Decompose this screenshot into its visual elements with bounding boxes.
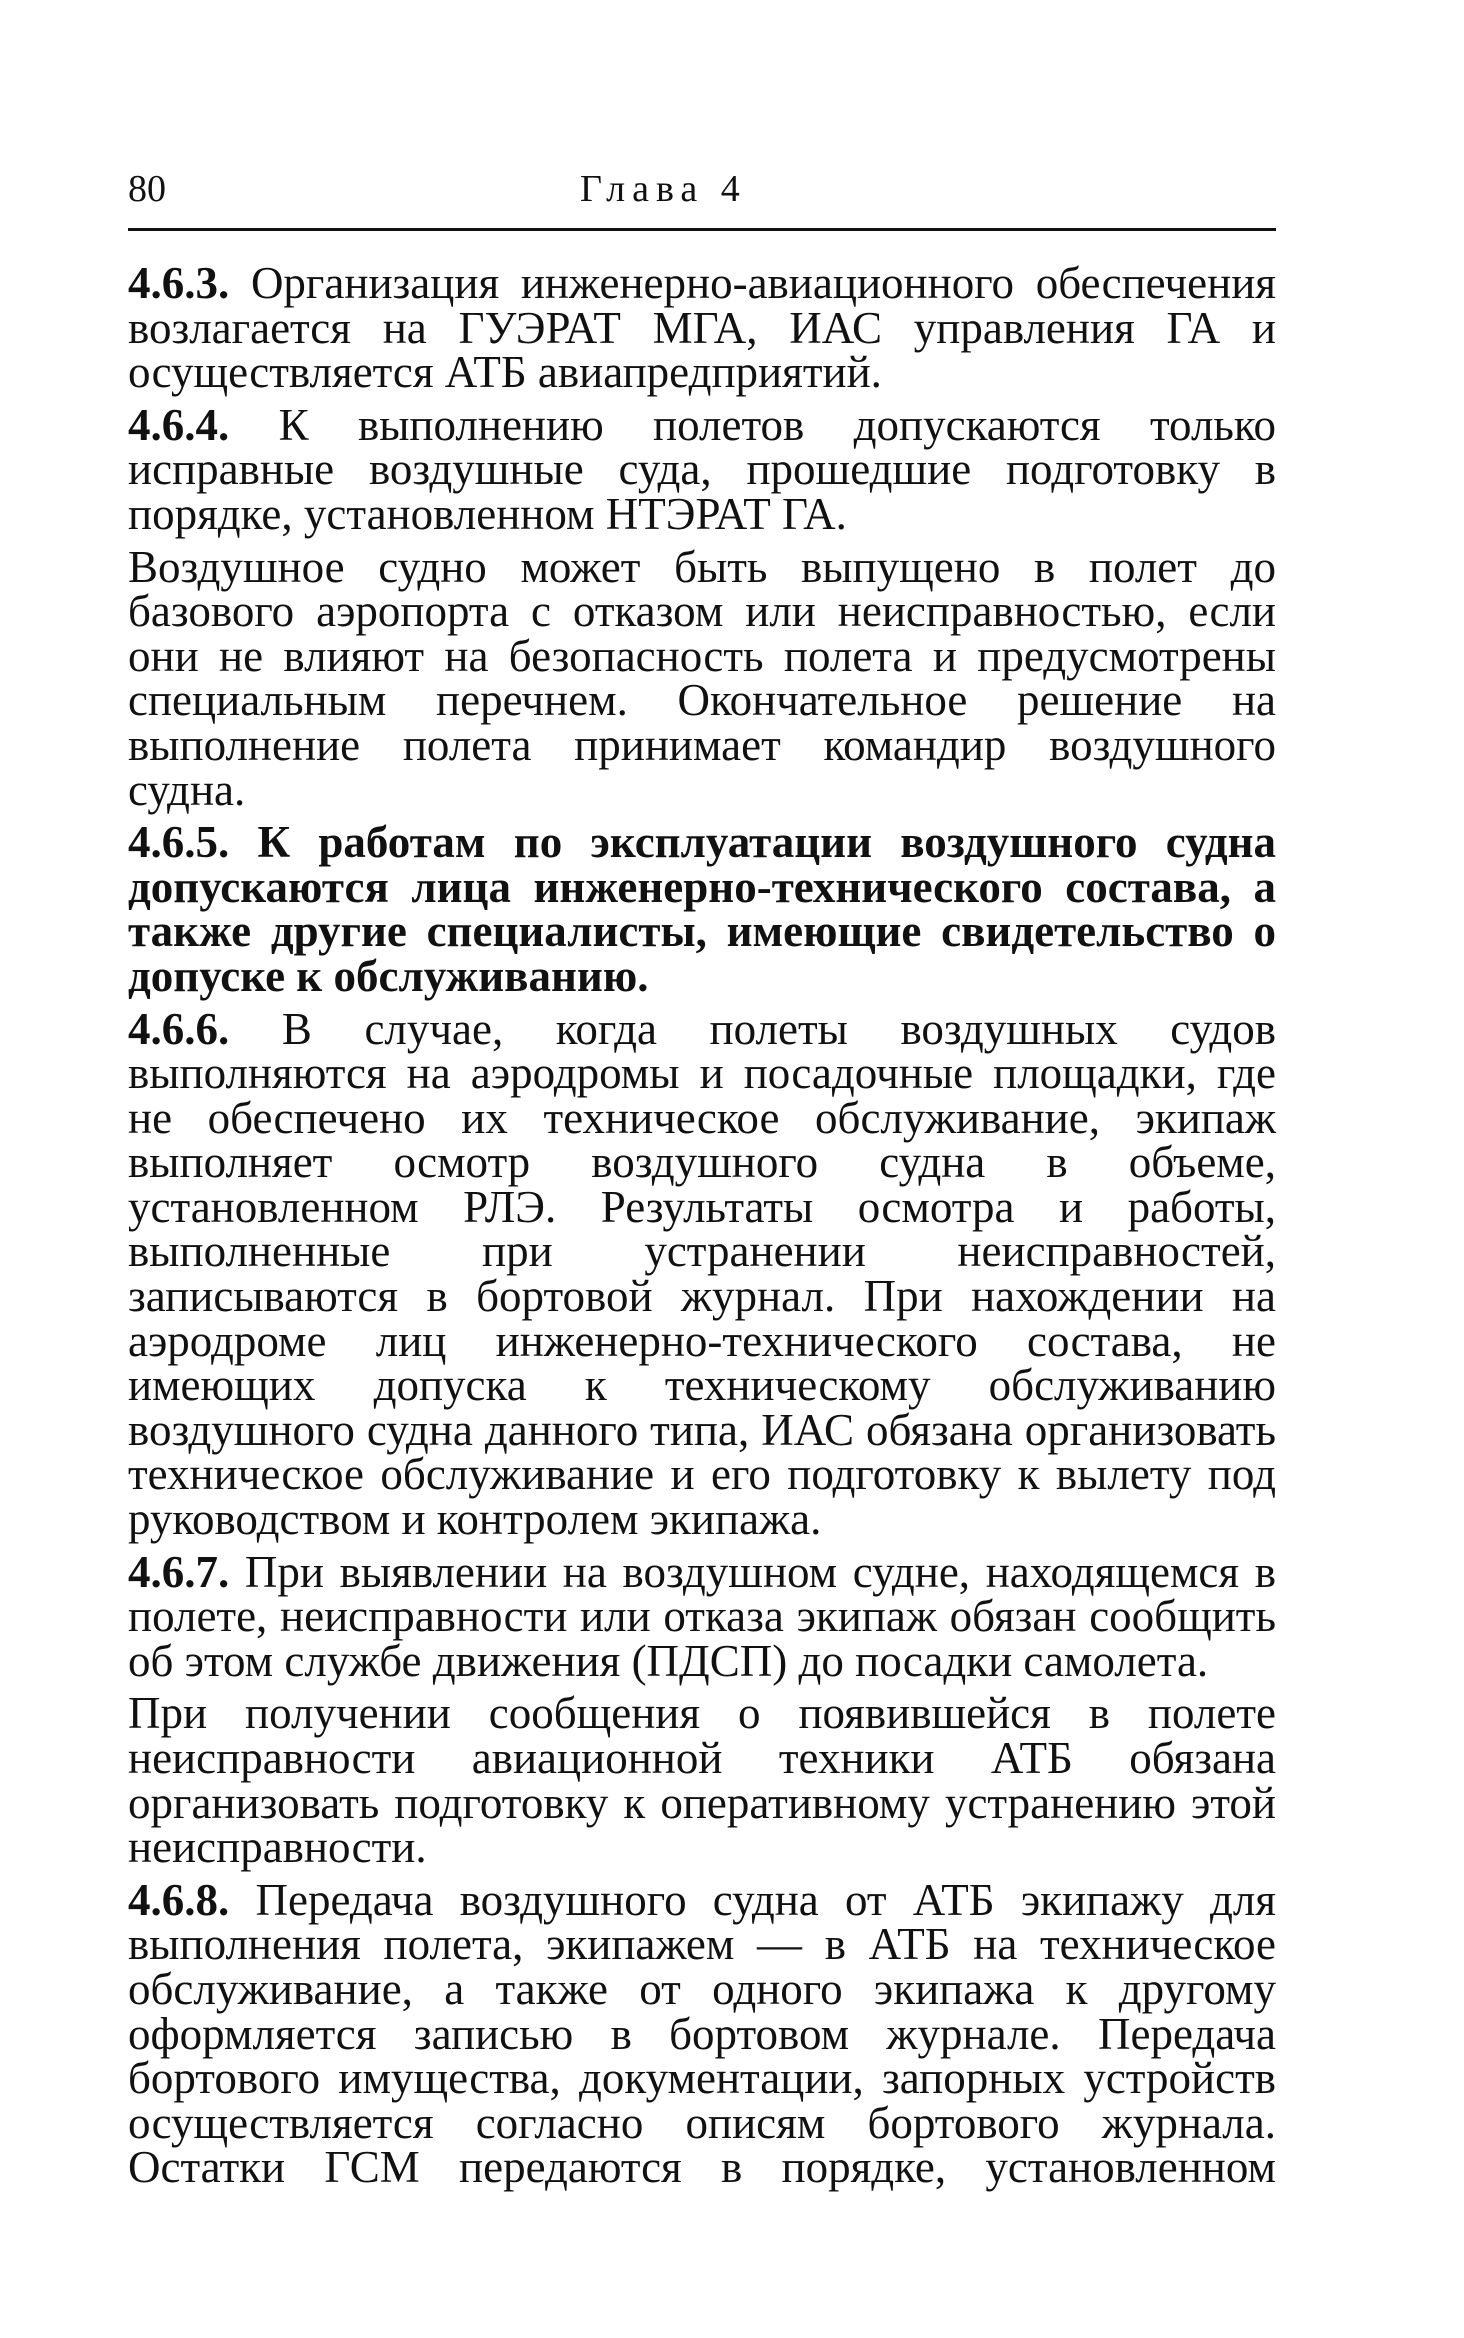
paragraph-text: К работам по эксплуатации воздушного судна допускаются лица инженерно-технического состава, а также другие специалисты, имеющие свидетельство о допуске к обслуживанию. [128,817,1277,1001]
paragraph-number: 4.6.8. [128,1874,230,1925]
paragraph-4-6-4 [128,399,1276,539]
document-page [128,160,1277,2193]
paragraph-text: При выявлении на воздушном судне, находящемся в полете, неисправности или отказа экипаж обязан сообщить об этом службе движения (ПДСП) до посадки самолета. [128,1546,1277,1686]
paragraph-text: Воздушное судно может быть выпущено в полет до базового аэропорта с отказом или неисправностью, если они не влияют на безопасность полета и предусмотрены специальным перечнем. Окончательное решение на выполнение полета принимает командир воздушного судна. [128,541,1276,815]
body-text [128,258,1277,2193]
page-number: 80 [128,168,166,210]
paragraph-text: При получении сообщения о появившейся в полете неисправности авиационной техники АТБ обязана организовать подготовку к оперативному устранению этой неисправности. [128,1688,1276,1873]
paragraph-text: К выполнению полетов допускаются только исправные воздушные суда, прошедшие подготовку в порядке, установленном НТЭРАТ ГА. [128,399,1276,539]
paragraph-number: 4.6.5. [128,817,230,868]
paragraph-4-6-6 [128,1003,1276,1545]
chapter-title: Глава 4 [580,168,747,210]
paragraph-number: 4.6.4. [128,399,230,450]
header-rule [128,228,1276,231]
paragraph-4-6-7 [128,1546,1277,1686]
paragraph-number: 4.6.6. [128,1003,230,1054]
paragraph-unnumbered [128,541,1276,815]
paragraph-text: Организация инженерно-авиационного обеспечения возлагается на ГУЭРАТ МГА, ИАС управления ГА и осуществляется АТБ авиапредприятий. [128,258,1276,398]
paragraph-text: Передача воздушного судна от АТБ экипажу для выполнения полета, экипажем — в АТБ на техническое обслуживание, а также от одного экипажа к другому оформляется записью в бортовом журнале. Передача бортового имущества, документации, запорных устройств осуществляется согласно описям бортового журнала. Остатки ГСМ передаются в порядке, установленном [128,1874,1276,2193]
paragraph-4-6-3 [128,258,1276,398]
paragraph-unnumbered [128,1688,1276,1873]
paragraph-number: 4.6.3. [128,258,230,308]
paragraph-4-6-5 [128,817,1277,1001]
running-header [128,160,1276,218]
paragraph-4-6-8 [128,1874,1276,2193]
paragraph-number: 4.6.7. [128,1546,230,1597]
paragraph-text: В случае, когда полеты воздушных судов выполняются на аэродромы и посадочные площадки, где не обеспечено их техническое обслуживание, экипаж выполняет осмотр воздушного судна в объеме, установленном РЛЭ. Результаты осмотра и работы, выполненные при устранении неисправностей, записываются в бортовой журнал. При нахождении на аэродроме лиц инженерно-технического состава, не имеющих допуска к техническому обслуживанию воздушного судна данного типа, ИАС обязана организовать техническое обслуживание и его подготовку к вылету под руководством и контролем экипажа. [128,1003,1276,1545]
